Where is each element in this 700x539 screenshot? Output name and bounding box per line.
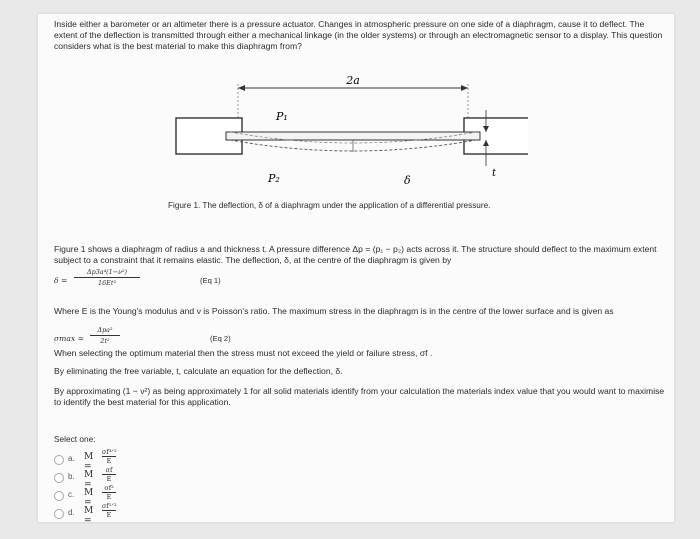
eq1-numerator: Δp3a⁴(1−ν²) [87, 268, 127, 276]
where-text: Where E is the Young's modulus and ν is Poisson's ratio. The maximum stress in the diaphragm is in the centre of the lower surface and is given as [54, 306, 614, 316]
option-a-lhs: M = [84, 452, 94, 472]
dimension-arrow-left [238, 85, 245, 91]
option-c-fraction [102, 484, 116, 501]
eq1-lhs: δ = [54, 276, 68, 285]
eliminate-text: By eliminating the free variable, t, calculate an equation for the deflection, δ. [54, 366, 343, 376]
eq1-label: (Eq 1) [200, 276, 221, 285]
option-b-label: b. [68, 472, 75, 481]
eq2-denominator: 2t² [100, 337, 110, 345]
figure-caption: Figure 1. The deflection, δ of a diaphragm under the application of a differential pressure. [168, 201, 491, 210]
approximation-text: By approximating (1 − ν²) as being approximately 1 for all solid materials identify from your calculation the materials index value that you would want to maximise to identify the best material for this application. [54, 386, 665, 408]
dimension-arrow-right [461, 85, 468, 91]
eq2-numerator: Δpa² [97, 326, 113, 334]
eq2-fraction-bar [90, 335, 120, 336]
option-a-denominator: E [102, 456, 116, 465]
option-c-label: c. [68, 490, 75, 499]
equation-1 [54, 268, 354, 294]
select-one-label: Select one: [54, 434, 96, 444]
eq1-denominator: 16Et³ [98, 279, 116, 287]
option-d-radio[interactable] [54, 509, 64, 519]
eq2-lhs: σmax = [54, 334, 84, 343]
p2-label: P₂ [268, 172, 280, 185]
option-d-lhs: M = [84, 506, 94, 526]
option-a-radio[interactable] [54, 455, 64, 465]
delta-label: δ [404, 174, 411, 187]
option-d-numerator: σf¹ᐟ² [102, 502, 117, 510]
description-text: Figure 1 shows a diaphragm of radius a and thickness t. A pressure difference Δp = (p₁ − p₂) acts across it. The structure should deflect to the maximum extent subject to a constraint that it remains elastic. The deflection, δ, at the centre of the diaphragm is given by [54, 244, 657, 266]
option-a-fraction [102, 448, 116, 465]
option-b-numerator: σf [105, 466, 113, 474]
option-a-numerator: σf³ᐟ² [102, 448, 117, 456]
option-d-label: d. [68, 508, 75, 517]
option-c-radio[interactable] [54, 491, 64, 501]
option-b-fraction [102, 466, 116, 483]
option-a-label: a. [68, 454, 75, 463]
diaphragm-figure [168, 74, 528, 204]
option-b-radio[interactable] [54, 473, 64, 483]
option-c-denominator: E [102, 492, 116, 501]
option-d-denominator: E [102, 510, 116, 519]
option-c-lhs: M = [84, 488, 94, 508]
thickness-label: t [492, 168, 497, 179]
diaphragm-plate [226, 132, 480, 140]
option-c-numerator: σf² [104, 484, 114, 492]
option-b-denominator: E [102, 474, 116, 483]
intro-text: Inside either a barometer or an altimeter there is a pressure actuator. Changes in atmospheric pressure on one side of a diaphragm, cause it to deflect. The extent of the deflection is transmitted through either a mechanical linkage (in the older systems) or through an electromagnetic sensor to a display. This question considers what is the best material to make this diaphragm from? [54, 19, 663, 52]
diaphragm-diagram [168, 74, 528, 204]
question-page [38, 14, 674, 526]
eq1-fraction-bar [74, 277, 140, 278]
option-b-lhs: M = [84, 470, 94, 490]
dimension-label: 2a [346, 74, 360, 87]
p1-label: P₁ [276, 110, 288, 123]
option-d-fraction [102, 502, 116, 519]
yield-text: When selecting the optimum material then the stress must not exceed the yield or failure stress, σf . [54, 348, 433, 358]
eq2-label: (Eq 2) [210, 334, 231, 343]
